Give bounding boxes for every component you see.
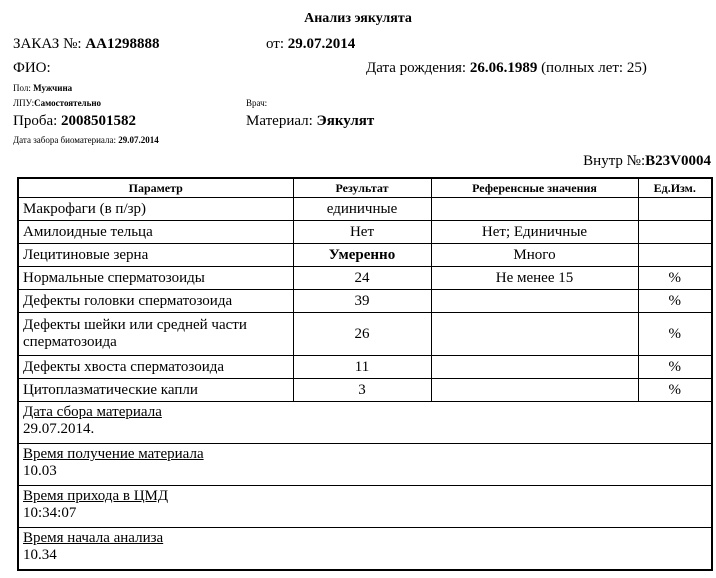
birth-label: Дата рождения: (366, 60, 467, 76)
info-cell (18, 528, 712, 571)
info-value: 10:34:07 (23, 505, 77, 521)
order-date-label: от: (266, 36, 285, 52)
sample-value: 2008501582 (61, 113, 137, 129)
info-label: Дата сбора материала (23, 404, 162, 420)
info-value: 29.07.2014. (23, 421, 95, 437)
page-title: Анализ эякулята (304, 11, 412, 26)
age-text: (полных лет: 25) (541, 60, 647, 76)
table-row (18, 313, 712, 356)
collection-date-line (13, 135, 159, 145)
ref-cell: Не менее 15 (431, 267, 638, 290)
internal-number-label: Внутр №: (583, 153, 646, 169)
param-cell: Дефекты хвоста сперматозоида (18, 356, 293, 379)
lpu-value: Самостоятельно (34, 98, 102, 108)
unit-cell: % (638, 267, 712, 290)
param-cell: Лецитиновые зерна (18, 244, 293, 267)
table-row (18, 356, 712, 379)
fio-label: ФИО: (13, 60, 51, 76)
info-row (18, 486, 712, 528)
sample-line (13, 113, 136, 130)
birth-line (366, 60, 647, 77)
ref-cell (431, 379, 638, 402)
table-row (18, 221, 712, 244)
result-cell: 3 (293, 379, 431, 402)
unit-cell (638, 221, 712, 244)
result-cell: 24 (293, 267, 431, 290)
ref-cell: Нет; Единичные (431, 221, 638, 244)
result-cell: Умеренно (293, 244, 431, 267)
order-label: ЗАКАЗ №: (13, 36, 82, 52)
ref-cell (431, 198, 638, 221)
info-cell (18, 402, 712, 444)
result-cell: 11 (293, 356, 431, 379)
sample-label: Проба: (13, 113, 58, 129)
unit-cell (638, 198, 712, 221)
result-cell: единичные (293, 198, 431, 221)
sex-line (13, 83, 72, 93)
lpu-label: ЛПУ: (13, 98, 35, 108)
result-cell: 39 (293, 290, 431, 313)
material-value: Эякулят (316, 113, 375, 129)
unit-cell: % (638, 356, 712, 379)
ref-cell (431, 356, 638, 379)
param-cell: Макрофаги (в п/зр) (18, 198, 293, 221)
table-row (18, 290, 712, 313)
info-value: 10.34 (23, 547, 57, 563)
results-table (17, 177, 713, 571)
material-label: Материал: (246, 113, 313, 129)
info-row (18, 402, 712, 444)
unit-cell: % (638, 379, 712, 402)
param-cell: Нормальные сперматозоиды (18, 267, 293, 290)
internal-number-value: B23V0004 (645, 153, 711, 169)
column-header: Ед.Изм. (638, 178, 712, 198)
doctor-label: Врач: (246, 98, 268, 108)
unit-cell: % (638, 313, 712, 356)
table-row (18, 244, 712, 267)
param-cell: Амилоидные тельца (18, 221, 293, 244)
info-value: 10.03 (23, 463, 57, 479)
info-label: Время начала анализа (23, 530, 164, 546)
column-header: Параметр (18, 178, 293, 198)
ref-cell: Много (431, 244, 638, 267)
order-date (266, 36, 355, 53)
order-number: АА1298888 (85, 36, 160, 52)
collection-date-label: Дата забора биоматериала: (13, 135, 116, 145)
birth-value: 26.06.1989 (469, 60, 538, 76)
result-cell: 26 (293, 313, 431, 356)
ref-cell (431, 313, 638, 356)
sex-label: Пол: (13, 83, 31, 93)
param-cell: Цитоплазматические капли (18, 379, 293, 402)
table-row (18, 267, 712, 290)
info-row (18, 444, 712, 486)
table-row (18, 379, 712, 402)
internal-number-line (583, 153, 711, 170)
table-header-row (18, 178, 712, 198)
info-label: Время получение материала (23, 446, 204, 462)
info-cell (18, 486, 712, 528)
param-cell: Дефекты шейки или средней части сперматозоида (18, 313, 293, 356)
table-row (18, 198, 712, 221)
column-header: Референсные значения (431, 178, 638, 198)
info-label: Время прихода в ЦМД (23, 488, 169, 504)
sex-value: Мужчина (33, 83, 73, 93)
info-cell (18, 444, 712, 486)
unit-cell: % (638, 290, 712, 313)
info-row (18, 528, 712, 571)
order-date-value: 29.07.2014 (287, 36, 356, 52)
ref-cell (431, 290, 638, 313)
lpu-line (13, 98, 101, 108)
param-cell: Дефекты головки сперматозоида (18, 290, 293, 313)
unit-cell (638, 244, 712, 267)
collection-date-value: 29.07.2014 (118, 135, 159, 145)
result-cell: Нет (293, 221, 431, 244)
material-line (246, 113, 374, 130)
order-line (13, 36, 159, 53)
column-header: Результат (293, 178, 431, 198)
